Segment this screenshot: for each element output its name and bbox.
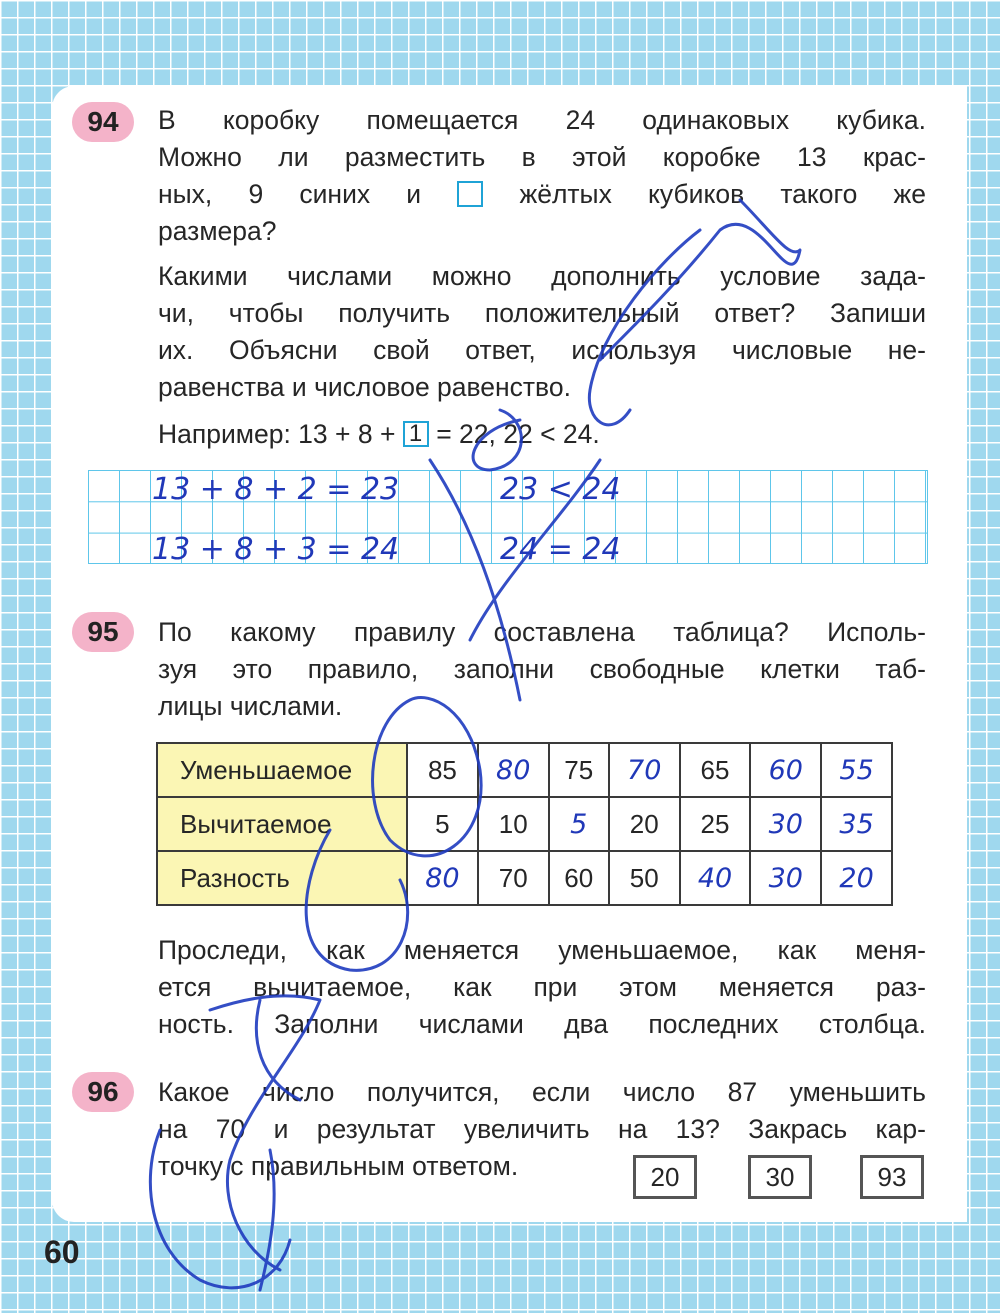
table-cell-filled[interactable]: 5 (549, 797, 609, 851)
ex94-line-1: В коробку помещается 24 одинаковых кубика. (158, 105, 926, 135)
ex94-line-7: их. Объясни свой ответ, используя числовые не- (158, 335, 926, 365)
table-cell: 75 (549, 743, 609, 797)
hw-inequality-1: 23 < 24 (500, 472, 621, 507)
table-cell-filled[interactable]: 35 (821, 797, 892, 851)
exercise-95-badge (72, 612, 134, 652)
empty-answer-box[interactable] (457, 181, 483, 207)
table-row (157, 851, 892, 905)
ex94-example (158, 416, 926, 453)
ex95-after-line-3: ность. Заполни числами два последних столбца. (158, 1009, 926, 1039)
hw-equation-1: 13 + 8 + 2 = 23 (152, 472, 400, 507)
table-cell-filled[interactable]: 30 (750, 851, 821, 905)
ex94-line-6: чи, чтобы получить положительный ответ? Запиши (158, 298, 926, 328)
table-cell: 50 (609, 851, 680, 905)
exercise-96-badge (72, 1072, 134, 1112)
table-cell-filled[interactable]: 70 (609, 743, 680, 797)
ex95-line-2: зуя это правило, заполни свободные клетки таб- (158, 654, 926, 684)
table-cell-filled[interactable]: 55 (821, 743, 892, 797)
ex96-line-2: на 70 и результат увеличить на 13? Закрась кар- (158, 1114, 926, 1144)
hw-equation-2: 13 + 8 + 3 = 24 (152, 532, 400, 567)
card-value: 20 (650, 1161, 680, 1192)
example-box-value: 1 (408, 420, 423, 447)
exercise-94-badge (72, 102, 134, 142)
ex94-line-5: Какими числами можно дополнить условие зада- (158, 261, 926, 291)
table-cell: 60 (549, 851, 609, 905)
exercise-94-text (158, 102, 926, 453)
ex96-line-1: Какое число получится, если число 87 уменьшить (158, 1077, 926, 1107)
ex95-after-line-1: Проследи, как меняется уменьшаемое, как меня- (158, 935, 926, 965)
ex94-line-3a: ных, 9 синих и (158, 179, 422, 209)
table-cell: 70 (478, 851, 549, 905)
rule-table (156, 742, 893, 906)
exercise-95-followup (158, 932, 926, 1043)
exercise-94-number: 94 (87, 106, 119, 137)
table-row (157, 743, 892, 797)
exercise-95-number: 95 (87, 616, 119, 647)
ex94-line-2: Можно ли разместить в этой коробке 13 крас- (158, 142, 926, 172)
example-box (403, 421, 429, 447)
ex95-after-line-2: ется вычитаемое, как при этом меняется раз- (158, 972, 926, 1002)
table-cell: 85 (407, 743, 478, 797)
table-cell: 25 (680, 797, 751, 851)
row-label-subtrahend: Вычитаемое (157, 797, 407, 851)
example-suffix: = 22, 22 < 24. (436, 419, 600, 449)
ex95-line-1: По какому правилу составлена таблица? Исполь- (158, 617, 926, 647)
exercise-96-number: 96 (87, 1076, 119, 1107)
table-cell: 65 (680, 743, 751, 797)
row-label-difference: Разность (157, 851, 407, 905)
ex94-line-3 (158, 176, 926, 213)
hw-equality-2: 24 = 24 (500, 532, 621, 567)
exercise-95-text (158, 614, 926, 725)
table-cell: 20 (609, 797, 680, 851)
answer-card-93[interactable] (860, 1155, 924, 1199)
table-cell-filled[interactable]: 30 (750, 797, 821, 851)
table-cell: 5 (407, 797, 478, 851)
ex95-line-3: лицы числами. (158, 691, 343, 721)
table-cell-filled[interactable]: 40 (680, 851, 751, 905)
card-value: 30 (765, 1161, 795, 1192)
answer-card-20[interactable] (633, 1155, 697, 1199)
table-cell-filled[interactable]: 60 (750, 743, 821, 797)
table-cell-filled[interactable]: 80 (407, 851, 478, 905)
table-row (157, 797, 892, 851)
card-value: 93 (877, 1161, 907, 1192)
answer-card-30[interactable] (748, 1155, 812, 1199)
page-number: 60 (44, 1234, 80, 1270)
ex94-line-8: равенства и числовое равенство. (158, 372, 571, 402)
ex94-line-3b: жёлтых кубиков такого же (519, 179, 926, 209)
table-cell-filled[interactable]: 20 (821, 851, 892, 905)
table-cell: 10 (478, 797, 549, 851)
row-label-minuend: Уменьшаемое (157, 743, 407, 797)
example-prefix: Например: 13 + 8 + (158, 419, 396, 449)
ex94-line-4: размера? (158, 216, 277, 246)
table-cell-filled[interactable]: 80 (478, 743, 549, 797)
ex96-line-3: точку с правильным ответом. (158, 1151, 519, 1181)
